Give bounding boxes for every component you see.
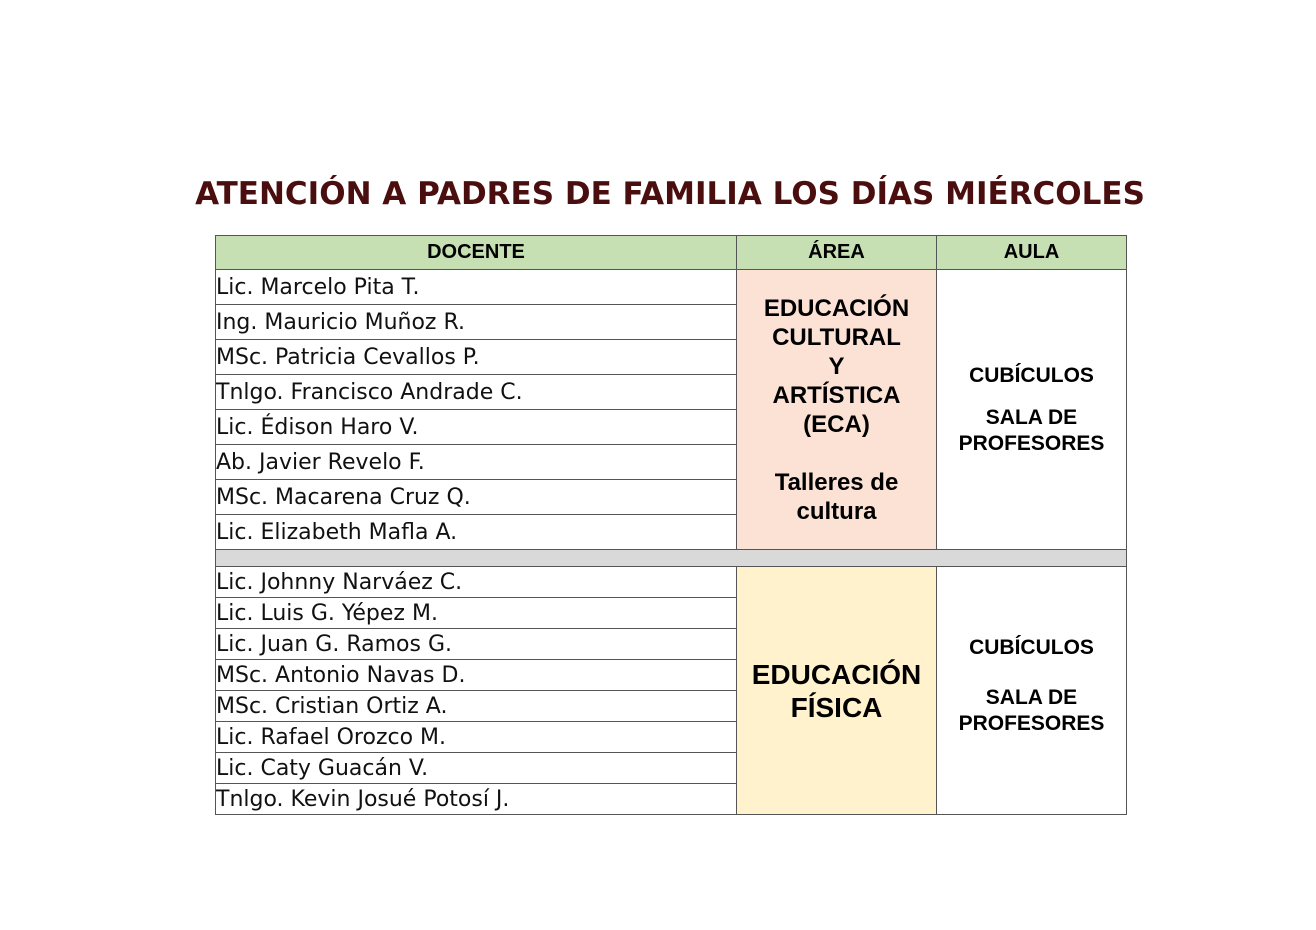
aula-spacer	[937, 661, 1126, 685]
area-spacer	[737, 439, 936, 468]
teacher-name: MSc. Antonio Navas D.	[216, 660, 737, 691]
teacher-name: Ab. Javier Revelo F.	[216, 445, 737, 480]
aula-cubiculos: CUBÍCULOS	[969, 635, 1094, 659]
area-subtitle-line: Talleres de	[774, 468, 899, 496]
teacher-name: MSc. Patricia Cevallos P.	[216, 340, 737, 375]
header-row	[216, 236, 1127, 270]
aula-sala: SALA DE	[985, 685, 1078, 709]
area-line: FÍSICA	[790, 691, 883, 723]
area-cell-educacion-fisica	[737, 567, 937, 815]
table-row	[216, 567, 1127, 598]
column-header-area: ÁREA	[737, 236, 937, 270]
teacher-name: Tnlgo. Kevin Josué Potosí J.	[216, 784, 737, 815]
teacher-name: Lic. Luis G. Yépez M.	[216, 598, 737, 629]
area-line: CULTURAL	[772, 323, 901, 351]
area-line: EDUCACIÓN	[763, 294, 910, 322]
area-line: EDUCACIÓN	[751, 658, 922, 690]
area-line: (ECA)	[803, 410, 870, 438]
teacher-name: MSc. Macarena Cruz Q.	[216, 480, 737, 515]
teacher-name: Lic. Caty Guacán V.	[216, 753, 737, 784]
teacher-name: Tnlgo. Francisco Andrade C.	[216, 375, 737, 410]
teacher-name: Lic. Rafael Orozco M.	[216, 722, 737, 753]
teacher-name: Lic. Édison Haro V.	[216, 410, 737, 445]
schedule-table	[215, 235, 1127, 815]
aula-cell	[937, 567, 1127, 815]
area-subtitle-line: cultura	[796, 497, 877, 525]
separator-cell	[216, 550, 1127, 567]
area-line: ARTÍSTICA	[772, 381, 901, 409]
teacher-name: Lic. Elizabeth Mafla A.	[216, 515, 737, 550]
table-row	[216, 270, 1127, 305]
page-title: ATENCIÓN A PADRES DE FAMILIA LOS DÍAS MIÉRCOLES	[195, 176, 1145, 212]
column-header-docente: DOCENTE	[216, 236, 737, 270]
teacher-name: Ing. Mauricio Muñoz R.	[216, 305, 737, 340]
teacher-name: Lic. Juan G. Ramos G.	[216, 629, 737, 660]
aula-sala: SALA DE	[985, 405, 1078, 429]
teacher-name: Lic. Marcelo Pita T.	[216, 270, 737, 305]
separator-row	[216, 550, 1127, 567]
aula-profesores: PROFESORES	[958, 431, 1105, 455]
area-line: Y	[828, 352, 845, 380]
aula-cell	[937, 270, 1127, 550]
aula-cubiculos: CUBÍCULOS	[969, 363, 1094, 387]
area-cell-eca	[737, 270, 937, 550]
teacher-name: MSc. Cristian Ortiz A.	[216, 691, 737, 722]
aula-profesores: PROFESORES	[958, 711, 1105, 735]
teacher-name: Lic. Johnny Narváez C.	[216, 567, 737, 598]
aula-spacer	[937, 389, 1126, 405]
column-header-aula: AULA	[937, 236, 1127, 270]
